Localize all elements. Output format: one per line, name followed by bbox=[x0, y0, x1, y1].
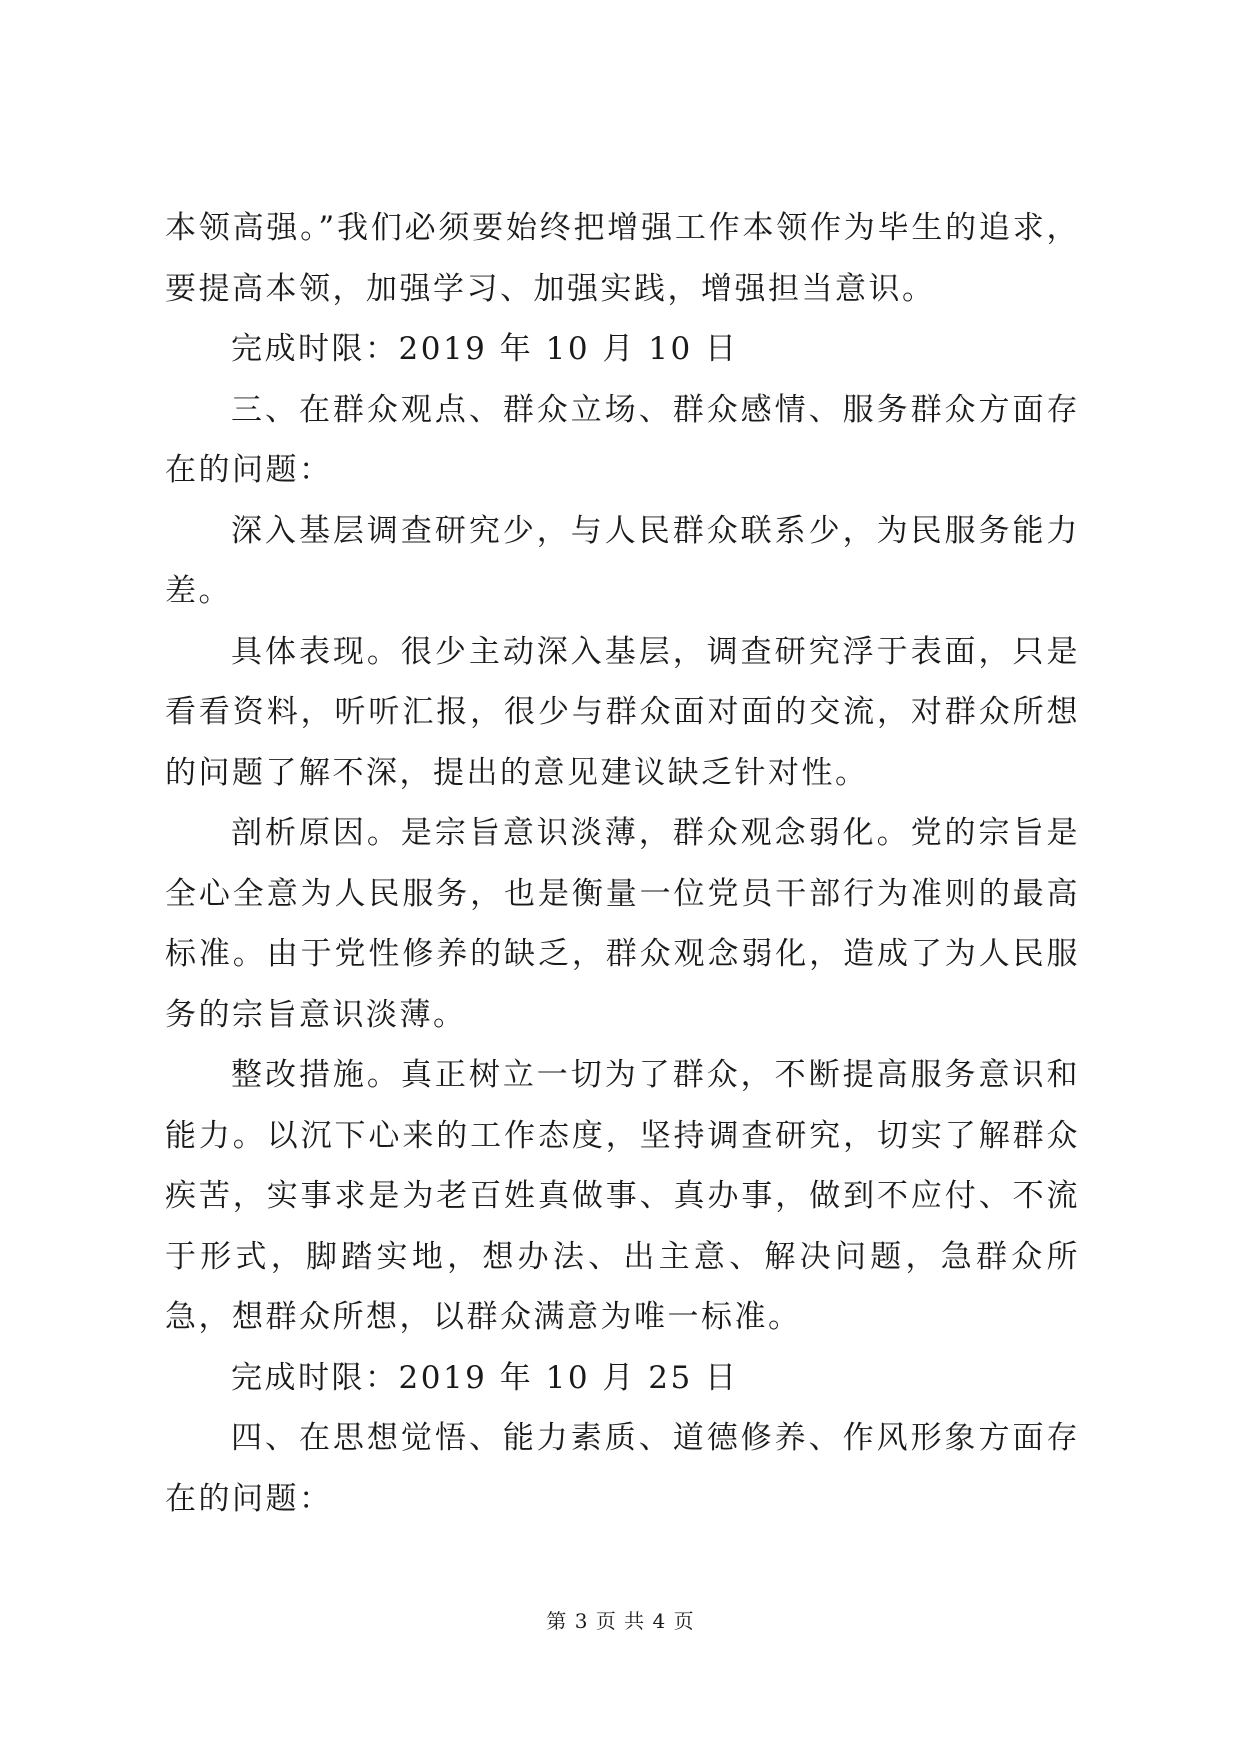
deadline-line-2: 完成时限：2019 年 10 月 25 日 bbox=[231, 1359, 739, 1396]
section-heading-3: 三、在群众观点、群众立场、群众感情、服务群众方面存在的问题： bbox=[165, 391, 1080, 488]
cause-analysis-paragraph: 剖析原因。是宗旨意识淡薄，群众观念弱化。党的宗旨是全心全意为人民服务，也是衡量一位党员干部行为准则的最高标准。由于党性修养的缺乏，群众观念弱化，造成了为人民服务的宗旨意识淡薄。 bbox=[165, 815, 1080, 1033]
specific-manifestation-paragraph: 具体表现。很少主动深入基层，调查研究浮于表面，只是看看资料，听听汇报，很少与群众面对面的交流，对群众所想的问题了解不深，提出的意见建议缺乏针对性。 bbox=[165, 633, 1080, 791]
problem-summary: 深入基层调查研究少，与人民群众联系少，为民服务能力差。 bbox=[165, 512, 1080, 609]
section-heading-4: 四、在思想觉悟、能力素质、道德修养、作风形象方面存在的问题： bbox=[165, 1420, 1080, 1517]
page-number-footer: 第 3 页 共 4 页 bbox=[546, 1609, 695, 1633]
document-body bbox=[165, 198, 1080, 1529]
rectification-measures-paragraph: 整改措施。真正树立一切为了群众，不断提高服务意识和能力。以沉下心来的工作态度，坚持调查研究，切实了解群众疾苦，实事求是为老百姓真做事、真办事，做到不应付、不流于形式，脚踏实地，想办法、出主意、解决问题，急群众所急，想群众所想，以群众满意为唯一标准。 bbox=[165, 1057, 1080, 1335]
paragraph-continuation: 本领高强。”我们必须要始终把增强工作本领作为毕生的追求，要提高本领，加强学习、加强实践，增强担当意识。 bbox=[165, 210, 1080, 307]
deadline-line-1: 完成时限：2019 年 10 月 10 日 bbox=[231, 331, 739, 367]
